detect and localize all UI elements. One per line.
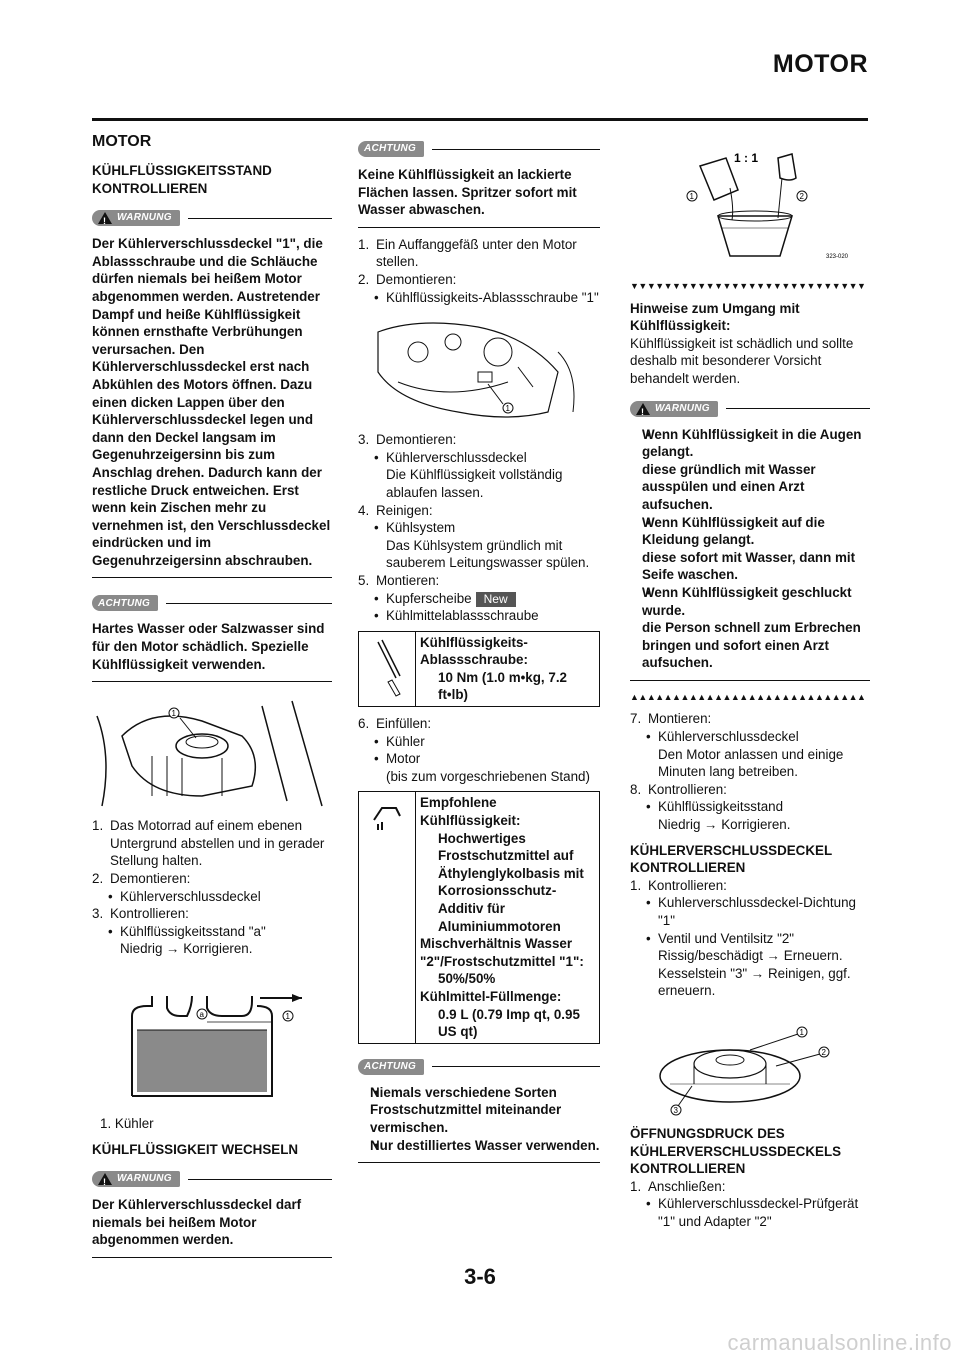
page-number: 3-6 (464, 1264, 496, 1289)
step-5-bullet-1: • Kupferscheibe New (358, 590, 600, 608)
column-3 (630, 138, 870, 1231)
pressure-steps (630, 1178, 870, 1231)
torque-spec-value: 10 Nm (1.0 m•kg, 7.2 ft•lb) (438, 669, 567, 703)
svg-text:a: a (199, 1010, 204, 1019)
mix-ratio-value: 50%/50% (438, 971, 496, 987)
warning-box-col3 (630, 398, 870, 681)
step-3-sub: Die Kühlflüssigkeit vollständig ablaufen lassen. (386, 467, 563, 500)
step-2-bullet: • Kühlflüssigkeits-Ablassschraube "1" (358, 289, 600, 307)
caution-box (92, 592, 332, 682)
warning-badge: ! WARNUNG (630, 401, 718, 417)
coolant-level-figure (92, 986, 332, 1111)
warning-icon (98, 212, 112, 224)
more-steps (358, 431, 600, 625)
radiator-cap-detail-figure (630, 1014, 870, 1119)
triangle-divider-up: ▲▲▲▲▲▲▲▲▲▲▲▲▲▲▲▲▲▲▲▲▲▲▲▲▲▲▲▲ (630, 691, 866, 702)
svg-text:1: 1 (799, 1027, 804, 1037)
warning-text: Der Kühlerverschlussdeckel "1", die Ablassschraube und die Schläuche dürfen niemals bei heißem Motor abgenommen werden. Austretender Dampf und heiße Kühlflüssigkeit können ernsthafte Verbrühungen verursachen. Den Kühlerverschlussdeckel erst nach Abkühlen des Motors öffnen. Dazu einen dicken Lappen über den Kühlerverschlussdeckel legen und dann den Deckel langsam im Gegenuhrzeigersinn bis zum Anschlag drehen. Dadurch kann der restliche Druck entweichen. Erst wenn kein Zischen mehr zu vernehmen ist, den Verschlussdeckel eindrücken und im Gegenuhrzeigersinn abschrauben. (92, 235, 332, 578)
svg-text:3: 3 (673, 1105, 678, 1115)
warning-icon (636, 403, 650, 415)
step-7-sub: Den Motor anlassen und einige Minuten lang betreiben. (658, 746, 844, 780)
caution-badge: ACHTUNG (358, 1059, 424, 1075)
caution-list: • Niemals verschiedene Sorten Frostschutzmittel miteinander vermischen. • Nur destilliertes Wasser verwenden. (358, 1084, 600, 1163)
step-2: 2. Demontieren: (358, 271, 457, 287)
svg-text:2: 2 (799, 192, 804, 201)
cap-step-1: 1. Kontrollieren: (630, 877, 727, 893)
step-5-bullet-2: • Kühlmittelablassschraube (358, 607, 600, 625)
coolant-spec-title: Empfohlene Kühlflüssigkeit: (420, 795, 521, 829)
step-6: 6. Einfüllen: (358, 716, 432, 732)
figure-legend: 1. Kühler (100, 1116, 154, 1131)
step-4-bullet: • Kühlsystem (358, 519, 600, 537)
header-rule (92, 118, 868, 121)
triangle-divider-down: ▼▼▼▼▼▼▼▼▼▼▼▼▼▼▼▼▼▼▼▼▼▼▼▼▼▼▼▼ (630, 281, 866, 291)
step-2: 2. Demontieren: (92, 871, 191, 887)
caution-badge: ACHTUNG (358, 141, 424, 157)
caution-text: Hartes Wasser oder Salzwasser sind für den Motor schädlich. Spezielle Kühlflüssigkeit verwenden. (92, 620, 332, 682)
drain-steps (358, 236, 600, 306)
step-3-sub: Niedrig → Korrigieren. (120, 941, 253, 957)
caution-badge: ACHTUNG (92, 595, 158, 611)
drain-bolt-figure (358, 312, 598, 427)
pressure-step-1-bullet: • Kühlerverschlussdeckel-Prüfgerät "1" und Adapter "2" (630, 1195, 870, 1230)
warning-text-2: Der Kühlerverschlussdeckel darf niemals bei heißem Motor abgenommen werden. (92, 1196, 332, 1258)
fill-volume-label: Kühlmittel-Füllmenge: (420, 988, 562, 1004)
fig-code: 323-020 (826, 254, 849, 260)
cap-step-1-sub: Rissig/beschädigt → Erneuern. Kesselstein "3" → Reinigen, ggf. erneuern. (658, 948, 851, 999)
cap-check-steps (630, 877, 870, 1000)
svg-text:1: 1 (505, 404, 510, 414)
change-coolant-heading: KÜHLFLÜSSIGKEIT WECHSELN (92, 1141, 299, 1157)
warning-list: • Wenn Kühlflüssigkeit in die Augen gelangt. diese gründlich mit Wasser ausspülen und einen Arzt aufsuchen. • Wenn Kühlflüssigkeit auf die Kleidung gelangt. diese sofort mit Wasser, dann mit Seife waschen. • Wenn Kühlflüssigkeit geschluckt wurde. die Person schnell zum Erbrechen bringen und sofort einen Arzt aufsuchen. (630, 426, 870, 681)
column-1 (92, 132, 332, 1266)
svg-text:1: 1 (689, 192, 694, 201)
cap-step-1-bullet-2: • Ventil und Ventilsitz "2" (630, 930, 870, 948)
fig-ratio: 1 : 1 (734, 151, 759, 165)
pressure-step-1: 1. Anschließen: (630, 1178, 726, 1194)
step-8-bullet: • Kühlflüssigkeitsstand (630, 798, 870, 816)
step-8: 8. Kontrollieren: (630, 781, 727, 797)
fill-volume-value: 0.9 L (0.79 Imp qt, 0.95 US qt) (438, 1006, 580, 1040)
svg-text:1: 1 (285, 1012, 290, 1021)
step-6-sub: (bis zum vorgeschriebenen Stand) (386, 768, 590, 784)
svg-text:1: 1 (171, 709, 176, 719)
svg-text:2: 2 (821, 1047, 826, 1057)
step-5: 5. Montieren: (358, 572, 440, 588)
step-4: 4. Reinigen: (358, 502, 433, 518)
steps-list (92, 817, 332, 958)
step-3-bullet: • Kühlflüssigkeitsstand "a" (92, 923, 332, 941)
hint-title: Hinweise zum Umgang mit Kühlflüssigkeit: (630, 300, 800, 334)
step-3: 3. Kontrollieren: (92, 906, 189, 922)
mixing-bucket-figure (630, 138, 870, 268)
warning-box-2 (92, 1168, 332, 1258)
oil-can-icon (359, 792, 416, 1042)
step-6-bullet-2: • Motor (358, 750, 600, 768)
step-8-sub: Niedrig → Korrigieren. (658, 817, 791, 833)
page-header-title: MOTOR (772, 50, 868, 78)
step-1: 1. Ein Auffanggefäß unter den Motor stellen. (358, 236, 577, 270)
coolant-spec-value: Hochwertiges Frostschutzmittel auf Äthylenglykolbasis mit Korrosionsschutz-Additiv für Aluminiummotoren (438, 830, 584, 934)
mix-ratio-label: Mischverhältnis Wasser "2"/Frostschutzmittel "1": (420, 936, 584, 969)
fill-steps (358, 715, 600, 785)
column-2 (358, 138, 600, 1171)
step-3-bullet: • Kühlerverschlussdeckel (358, 449, 600, 467)
new-tag: New (476, 592, 516, 607)
step-6-bullet-1: • Kühler (358, 733, 600, 751)
step-1: 1. Das Motorrad auf einem ebenen Untergrund abstellen und in gerader Stellung halten. (92, 818, 325, 869)
caution-box-col2 (358, 138, 600, 228)
cap-step-1-bullet-1: • Kuhlerverschlussdeckel-Dichtung "1" (630, 894, 870, 929)
torque-spec-box (358, 631, 600, 707)
warning-badge: ! WARNUNG (92, 210, 180, 226)
step-4-sub: Das Kühlsystem gründlich mit sauberem Leitungswasser spülen. (386, 537, 590, 571)
caution-box-col2-2 (358, 1056, 600, 1163)
step-7-bullet: • Kühlerverschlussdeckel (630, 728, 870, 746)
caution-text: Keine Kühlflüssigkeit an lackierte Flächen lassen. Spritzer sofort mit Wasser abwaschen. (358, 166, 600, 228)
step-7: 7. Montieren: (630, 711, 712, 727)
torque-spec-title: Kühlflüssigkeits-Ablassschraube: (420, 634, 528, 668)
warning-box (92, 207, 332, 578)
pressure-check-heading: ÖFFNUNGSDRUCK DES KÜHLERVERSCHLUSSDECKELS KONTROLLIEREN (630, 1125, 842, 1177)
footer-watermark: carmanualsonline.info (727, 1330, 952, 1356)
step-2-bullet: • Kühlerverschlussdeckel (92, 888, 332, 906)
step-3: 3. Demontieren: (358, 432, 457, 448)
subsection-title: KÜHLFLÜSSIGKEITSSTAND KONTROLLIEREN (92, 163, 272, 196)
final-steps (630, 710, 870, 833)
section-title: MOTOR (92, 133, 152, 150)
wrench-icon (359, 632, 416, 706)
warning-icon-2 (98, 1173, 112, 1185)
coolant-spec-box (358, 791, 600, 1043)
radiator-cap-figure (92, 696, 332, 811)
hint-text: Kühlflüssigkeit ist schädlich und sollte deshalb mit besonderer Vorsicht behandelt werden. (630, 335, 854, 386)
cap-check-heading: KÜHLERVERSCHLUSSDECKEL KONTROLLIEREN (630, 842, 832, 876)
warning-badge-2: ! WARNUNG (92, 1171, 180, 1187)
